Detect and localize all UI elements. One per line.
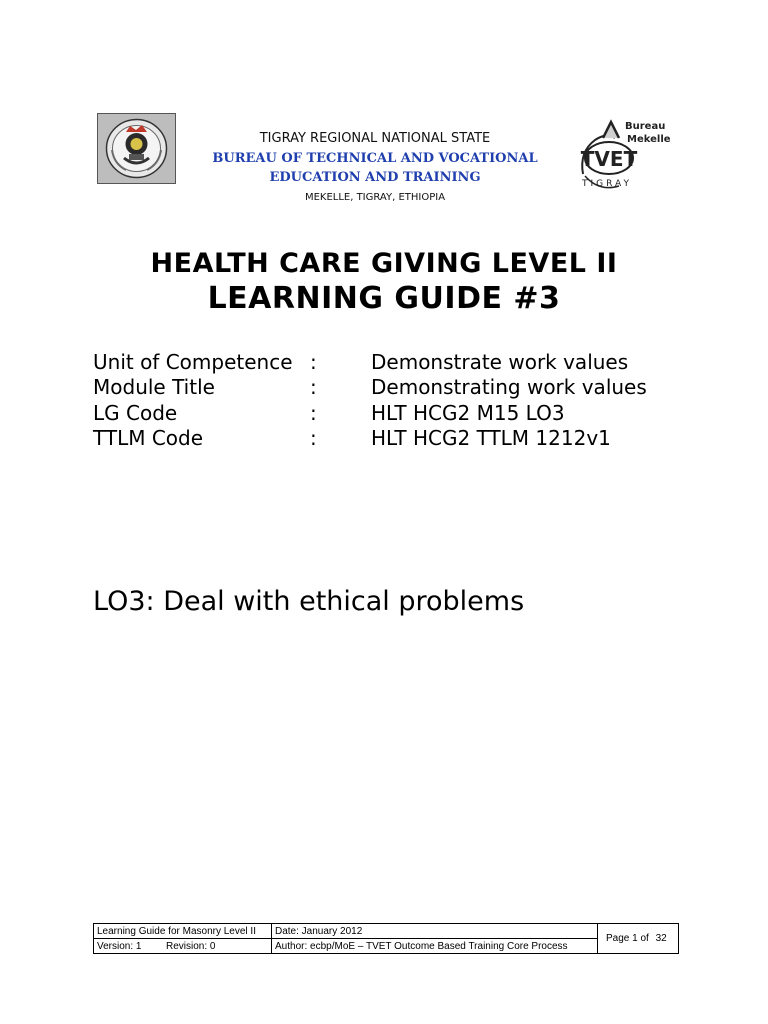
footer-page-total: 32: [655, 933, 667, 944]
bureau-name-line1: BUREAU OF TECHNICAL AND VOCATIONAL: [212, 151, 538, 166]
info-value-module: Demonstrating work values: [371, 375, 647, 399]
info-label-module: Module Title: [93, 375, 215, 399]
info-value-unit: Demonstrate work values: [371, 350, 629, 374]
learning-outcome-heading: LO3: Deal with ethical problems: [93, 586, 525, 617]
info-label-lg-code: LG Code: [93, 401, 178, 425]
bureau-name-line2: EDUCATION AND TRAINING: [269, 170, 481, 185]
bureau-emblem-logo: [97, 113, 176, 184]
footer-guide-title: Learning Guide for Masonry Level II: [97, 926, 256, 937]
location-text: MEKELLE, TIGRAY, ETHIOPIA: [304, 192, 446, 203]
footer-revision: Revision: 0: [166, 941, 216, 952]
tvet-logo: [573, 116, 677, 190]
info-colon: :: [310, 426, 317, 450]
document-title: HEALTH CARE GIVING LEVEL II: [150, 248, 618, 279]
logo-word-bureau: Bureau: [625, 121, 666, 132]
info-value-lg-code: HLT HCG2 M15 LO3: [371, 401, 565, 425]
info-colon: :: [310, 350, 317, 374]
tvet-badge-text: TVET: [580, 147, 638, 171]
info-value-ttlm-code: HLT HCG2 TTLM 1212v1: [371, 426, 611, 450]
logo-word-mekelle: Mekelle: [627, 134, 671, 145]
document-subtitle: LEARNING GUIDE #3: [207, 281, 561, 316]
info-label-unit: Unit of Competence: [93, 350, 293, 374]
info-colon: :: [310, 375, 317, 399]
footer-page-number: [606, 932, 667, 945]
footer-date: Date: January 2012: [275, 926, 363, 937]
footer-author: Author: ecbp/MoE – TVET Outcome Based Training Core Process: [275, 941, 568, 952]
footer-page-prefix: Page 1 of: [606, 933, 649, 944]
footer-version: Version: 1: [97, 941, 142, 952]
info-colon: :: [310, 401, 317, 425]
state-name: TIGRAY REGIONAL NATIONAL STATE: [259, 131, 491, 146]
logo-word-tigray: TIGRAY: [582, 179, 632, 189]
info-label-ttlm-code: TTLM Code: [93, 426, 204, 450]
page-footer-table: [93, 923, 679, 954]
emblem-graphic: [98, 114, 175, 183]
